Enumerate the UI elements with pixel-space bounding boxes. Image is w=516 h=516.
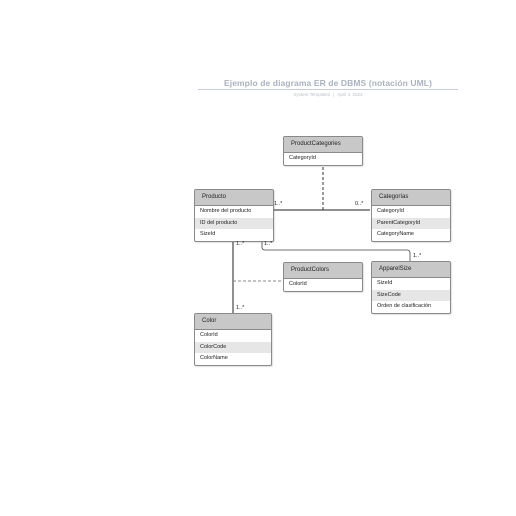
- entity-header: Categorías: [372, 190, 450, 206]
- attribute-row: Nombre del producto: [200, 208, 252, 214]
- entity-product-colors[interactable]: [283, 262, 363, 292]
- attribute-row: SizeId: [200, 231, 216, 237]
- attribute-row: ColorName: [200, 355, 228, 361]
- diagram-subtitle: [198, 92, 458, 97]
- title-divider: [198, 89, 458, 90]
- attribute-row: ParentCategoryId: [372, 218, 450, 230]
- attribute-row: CategoryId: [377, 208, 404, 214]
- subtitle-date: April 4, 2023: [337, 92, 363, 97]
- entity-product-categories[interactable]: [283, 136, 363, 166]
- attribute-row: ColorCode: [195, 342, 271, 354]
- attribute-row: ColorId: [200, 332, 218, 338]
- entity-header: ProductColors: [284, 263, 362, 279]
- multiplicity-producto-color-source: 1..*: [236, 241, 245, 247]
- subtitle-separator: |: [333, 92, 335, 97]
- entity-categorias[interactable]: [371, 189, 451, 242]
- attribute-row: ColorId: [289, 281, 307, 287]
- attribute-row: CategoryName: [377, 231, 414, 237]
- entity-producto[interactable]: [194, 189, 274, 242]
- multiplicity-producto-apparelsize-target: 1..*: [413, 253, 422, 259]
- multiplicity-producto-apparelsize-source: 1..*: [264, 241, 273, 247]
- entity-apparel-size[interactable]: [371, 261, 451, 314]
- entity-header: ProductCategories: [284, 137, 362, 153]
- entity-color[interactable]: [194, 313, 272, 366]
- multiplicity-producto-categorias-target: 0..*: [355, 201, 364, 207]
- diagram-title: Ejemplo de diagrama ER de DBMS (notación UML): [223, 78, 433, 88]
- multiplicity-producto-color-target: 1..*: [236, 305, 245, 311]
- attribute-row: Orden de clasificación: [377, 303, 432, 309]
- attribute-row: SizeCode: [372, 290, 450, 302]
- multiplicity-producto-categorias-source: 1..*: [274, 201, 283, 207]
- entity-header: Producto: [195, 190, 273, 206]
- subtitle-author: System Templates: [293, 92, 331, 97]
- entity-header: ApparelSize: [372, 262, 450, 278]
- entity-header: Color: [195, 314, 271, 330]
- attribute-row: CategoryId: [289, 155, 316, 161]
- attribute-row: SizeId: [377, 280, 393, 286]
- producto-apparelsize-connector: [262, 240, 410, 261]
- attribute-row: ID del producto: [195, 218, 273, 230]
